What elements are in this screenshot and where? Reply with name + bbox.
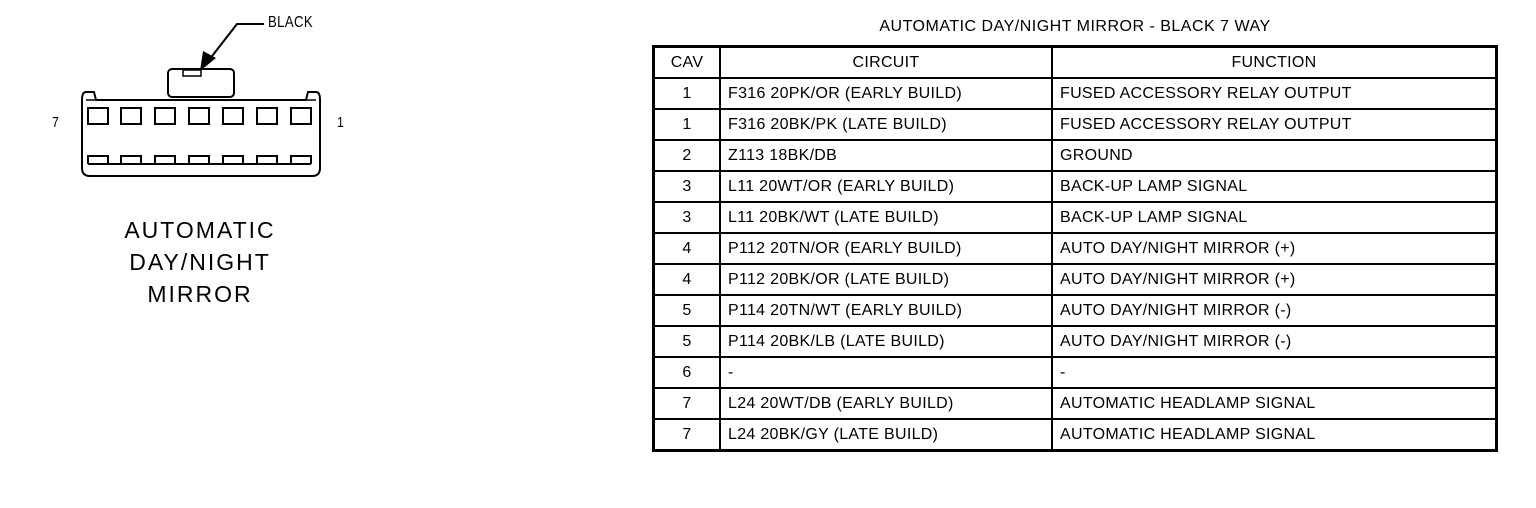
caption-line: AUTOMATIC [124, 217, 276, 243]
cell-cav: 1 [654, 78, 721, 109]
cell-cav: 3 [654, 202, 721, 233]
table-row [654, 419, 1497, 451]
table-row [654, 109, 1497, 140]
cell-circuit: L11 20WT/OR (EARLY BUILD) [720, 171, 1052, 202]
table-row [654, 171, 1497, 202]
table-body [654, 78, 1497, 451]
pin-number-right: 1 [337, 114, 345, 131]
caption-line: DAY/NIGHT [129, 249, 271, 275]
upper-cavities [88, 108, 311, 124]
cell-function: FUSED ACCESSORY RELAY OUTPUT [1052, 78, 1497, 109]
cell-function: FUSED ACCESSORY RELAY OUTPUT [1052, 109, 1497, 140]
cell-cav: 5 [654, 295, 721, 326]
cell-function: AUTO DAY/NIGHT MIRROR (-) [1052, 326, 1497, 357]
leader-line [209, 24, 264, 60]
cell-function: BACK-UP LAMP SIGNAL [1052, 202, 1497, 233]
connector-color-label: BLACK [268, 14, 314, 31]
cell-function: GROUND [1052, 140, 1497, 171]
table-row [654, 140, 1497, 171]
cell-circuit: L11 20BK/WT (LATE BUILD) [720, 202, 1052, 233]
cell-circuit: P112 20BK/OR (LATE BUILD) [720, 264, 1052, 295]
cell-function: AUTOMATIC HEADLAMP SIGNAL [1052, 419, 1497, 451]
pinout-table [652, 45, 1498, 452]
cell-cav: 7 [654, 419, 721, 451]
table-row [654, 295, 1497, 326]
cell-function: BACK-UP LAMP SIGNAL [1052, 171, 1497, 202]
table-row [654, 264, 1497, 295]
table-title: AUTOMATIC DAY/NIGHT MIRROR - BLACK 7 WAY [879, 18, 1271, 35]
cell-cav: 5 [654, 326, 721, 357]
cell-circuit: Z113 18BK/DB [720, 140, 1052, 171]
cell-function: - [1052, 357, 1497, 388]
cell-function: AUTO DAY/NIGHT MIRROR (+) [1052, 233, 1497, 264]
cell-cav: 3 [654, 171, 721, 202]
cell-function: AUTO DAY/NIGHT MIRROR (-) [1052, 295, 1497, 326]
cell-circuit: L24 20BK/GY (LATE BUILD) [720, 419, 1052, 451]
cell-cav: 7 [654, 388, 721, 419]
header-cav: CAV [654, 47, 721, 79]
header-function: FUNCTION [1052, 47, 1497, 79]
cell-circuit: P114 20BK/LB (LATE BUILD) [720, 326, 1052, 357]
cell-function: AUTO DAY/NIGHT MIRROR (+) [1052, 264, 1497, 295]
table-row [654, 78, 1497, 109]
cell-cav: 4 [654, 264, 721, 295]
cell-circuit: - [720, 357, 1052, 388]
cell-circuit: P114 20TN/WT (EARLY BUILD) [720, 295, 1052, 326]
table-row [654, 388, 1497, 419]
connector-caption [60, 214, 340, 310]
header-circuit: CIRCUIT [720, 47, 1052, 79]
cell-function: AUTOMATIC HEADLAMP SIGNAL [1052, 388, 1497, 419]
pin-number-left: 7 [52, 114, 60, 131]
caption-line: MIRROR [147, 281, 253, 307]
cell-cav: 2 [654, 140, 721, 171]
table-header-row [654, 47, 1497, 79]
table-row [654, 357, 1497, 388]
cell-circuit: F316 20PK/OR (EARLY BUILD) [720, 78, 1052, 109]
cell-cav: 6 [654, 357, 721, 388]
cell-cav: 4 [654, 233, 721, 264]
cell-circuit: P112 20TN/OR (EARLY BUILD) [720, 233, 1052, 264]
table-row [654, 202, 1497, 233]
cell-cav: 1 [654, 109, 721, 140]
cell-circuit: L24 20WT/DB (EARLY BUILD) [720, 388, 1052, 419]
table-row [654, 233, 1497, 264]
latch-window [183, 70, 201, 76]
table-row [654, 326, 1497, 357]
cell-circuit: F316 20BK/PK (LATE BUILD) [720, 109, 1052, 140]
